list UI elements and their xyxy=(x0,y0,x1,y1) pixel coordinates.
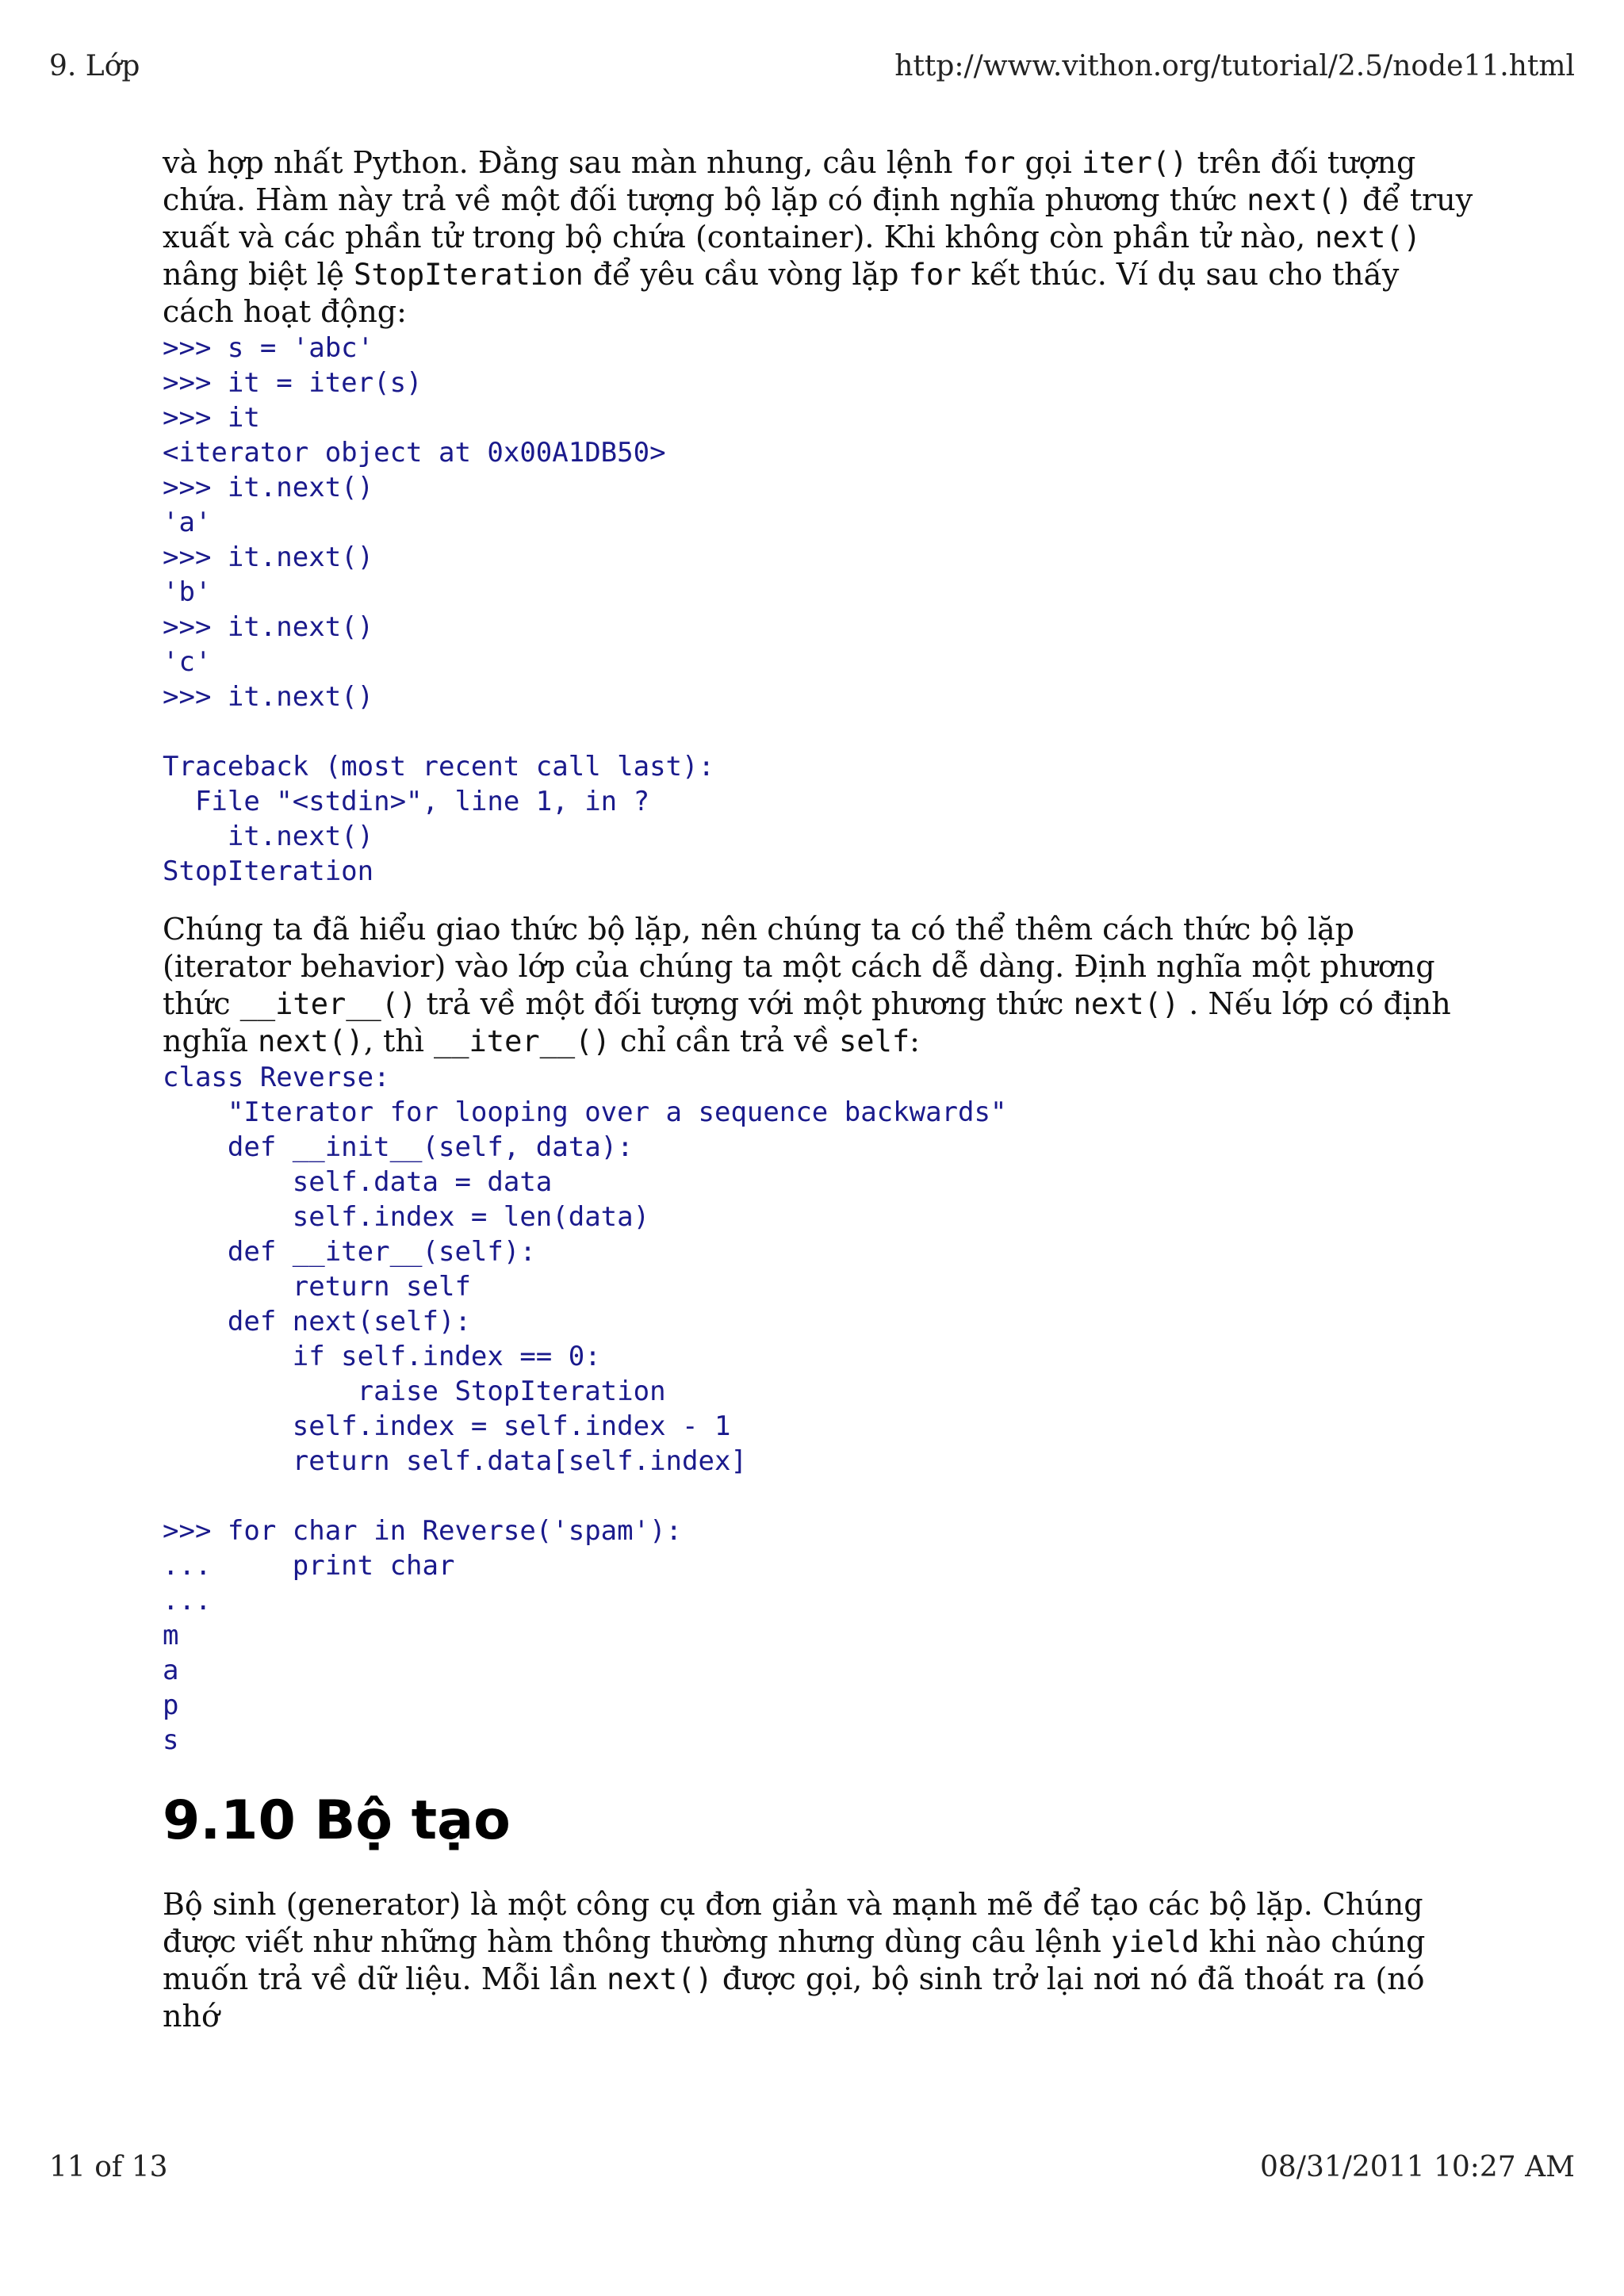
paragraph-generators xyxy=(163,1886,1479,2035)
text-run: Bộ sinh (generator) là một công cụ đơn giản và mạnh mẽ để tạo các bộ lặp. Chúng được viết như những hàm thông thường nhưng dùng câu lệnh xyxy=(163,1887,1423,1959)
section-heading-generators: 9.10 Bộ tạo xyxy=(163,1789,511,1852)
text-run: và hợp nhất Python. Đằng sau màn nhung, câu lệnh xyxy=(163,145,963,180)
text-run: kết thúc. Ví dụ sau cho thấy cách hoạt động: xyxy=(163,257,1400,329)
paragraph-iterator-class xyxy=(163,911,1479,1060)
text-run: . Nếu lớp có định nghĩa xyxy=(163,986,1451,1058)
inline-code: __iter__() xyxy=(433,1024,611,1058)
text-run: để truy xuất và các phần tử trong bộ chứa (container). Khi không còn phần tử nào, xyxy=(163,182,1473,254)
paragraph-iterator-intro xyxy=(163,144,1479,331)
text-run: trả về một đối tượng với một phương thức xyxy=(416,986,1074,1021)
inline-code: yield xyxy=(1111,1925,1200,1959)
inline-code: next() xyxy=(1315,220,1421,254)
text-run: khi nào chúng muốn trả về dữ liệu. Mỗi lần xyxy=(163,1924,1426,1996)
inline-code: next() xyxy=(1073,987,1180,1021)
page-header-title: 9. Lớp xyxy=(49,50,140,82)
inline-code: for xyxy=(908,258,962,292)
text-run: : xyxy=(910,1024,920,1058)
inline-code: next() xyxy=(1247,183,1353,217)
text-run: để yêu cầu vòng lặp xyxy=(583,257,909,292)
text-run: nâng biệt lệ xyxy=(163,257,354,292)
inline-code: self xyxy=(839,1024,910,1058)
inline-code: for xyxy=(962,146,1016,180)
text-run: Chúng ta đã hiểu giao thức bộ lặp, nên chúng ta có thể thêm cách thức bộ lặp (iterator behavior) vào lớp của chúng ta một cách dễ dàng. Định nghĩa một phương thức xyxy=(163,912,1435,1021)
text-run: chỉ cần trả về xyxy=(610,1024,840,1058)
text-run: gọi xyxy=(1015,145,1082,180)
inline-code: __iter__() xyxy=(239,987,417,1021)
code-example-reverse: class Reverse: "Iterator for looping over a sequence backwards" def __init__(self, data): self.data = data self.index = len(data) def __iter__(self): return self def next(self): if self.index == 0: raise StopIteration self.index = self.index - 1 return self.data[self.index] >>> for char in Reverse('spam'): ... print char ... m a p s xyxy=(163,1062,1007,1756)
page-header-url: http://www.vithon.org/tutorial/2.5/node11.html xyxy=(894,50,1575,82)
page-footer-number: 11 of 13 xyxy=(49,2151,168,2183)
text-run: được gọi, bộ sinh trở lại nơi nó đã thoát ra (nó nhớ xyxy=(163,1961,1425,2034)
text-run: trên đối tượng chứa. Hàm này trả về một đối tượng bộ lặp có định nghĩa phương thức xyxy=(163,145,1416,217)
code-example-iter: >>> s = 'abc' >>> it = iter(s) >>> it <iterator object at 0x00A1DB50> >>> it.next() 'a' >>> it.next() 'b' >>> it.next() 'c' >>> it.next() Traceback (most recent call last): File "<stdin>", line 1, in ? it.next() StopIteration xyxy=(163,332,714,887)
inline-code: next() xyxy=(607,1962,713,1996)
text-run: , thì xyxy=(363,1024,434,1058)
inline-code: iter() xyxy=(1081,146,1188,180)
inline-code: StopIteration xyxy=(354,258,584,292)
page-footer-datetime: 08/31/2011 10:27 AM xyxy=(1260,2151,1575,2183)
inline-code: next() xyxy=(258,1024,364,1058)
document-body xyxy=(163,144,1479,2035)
